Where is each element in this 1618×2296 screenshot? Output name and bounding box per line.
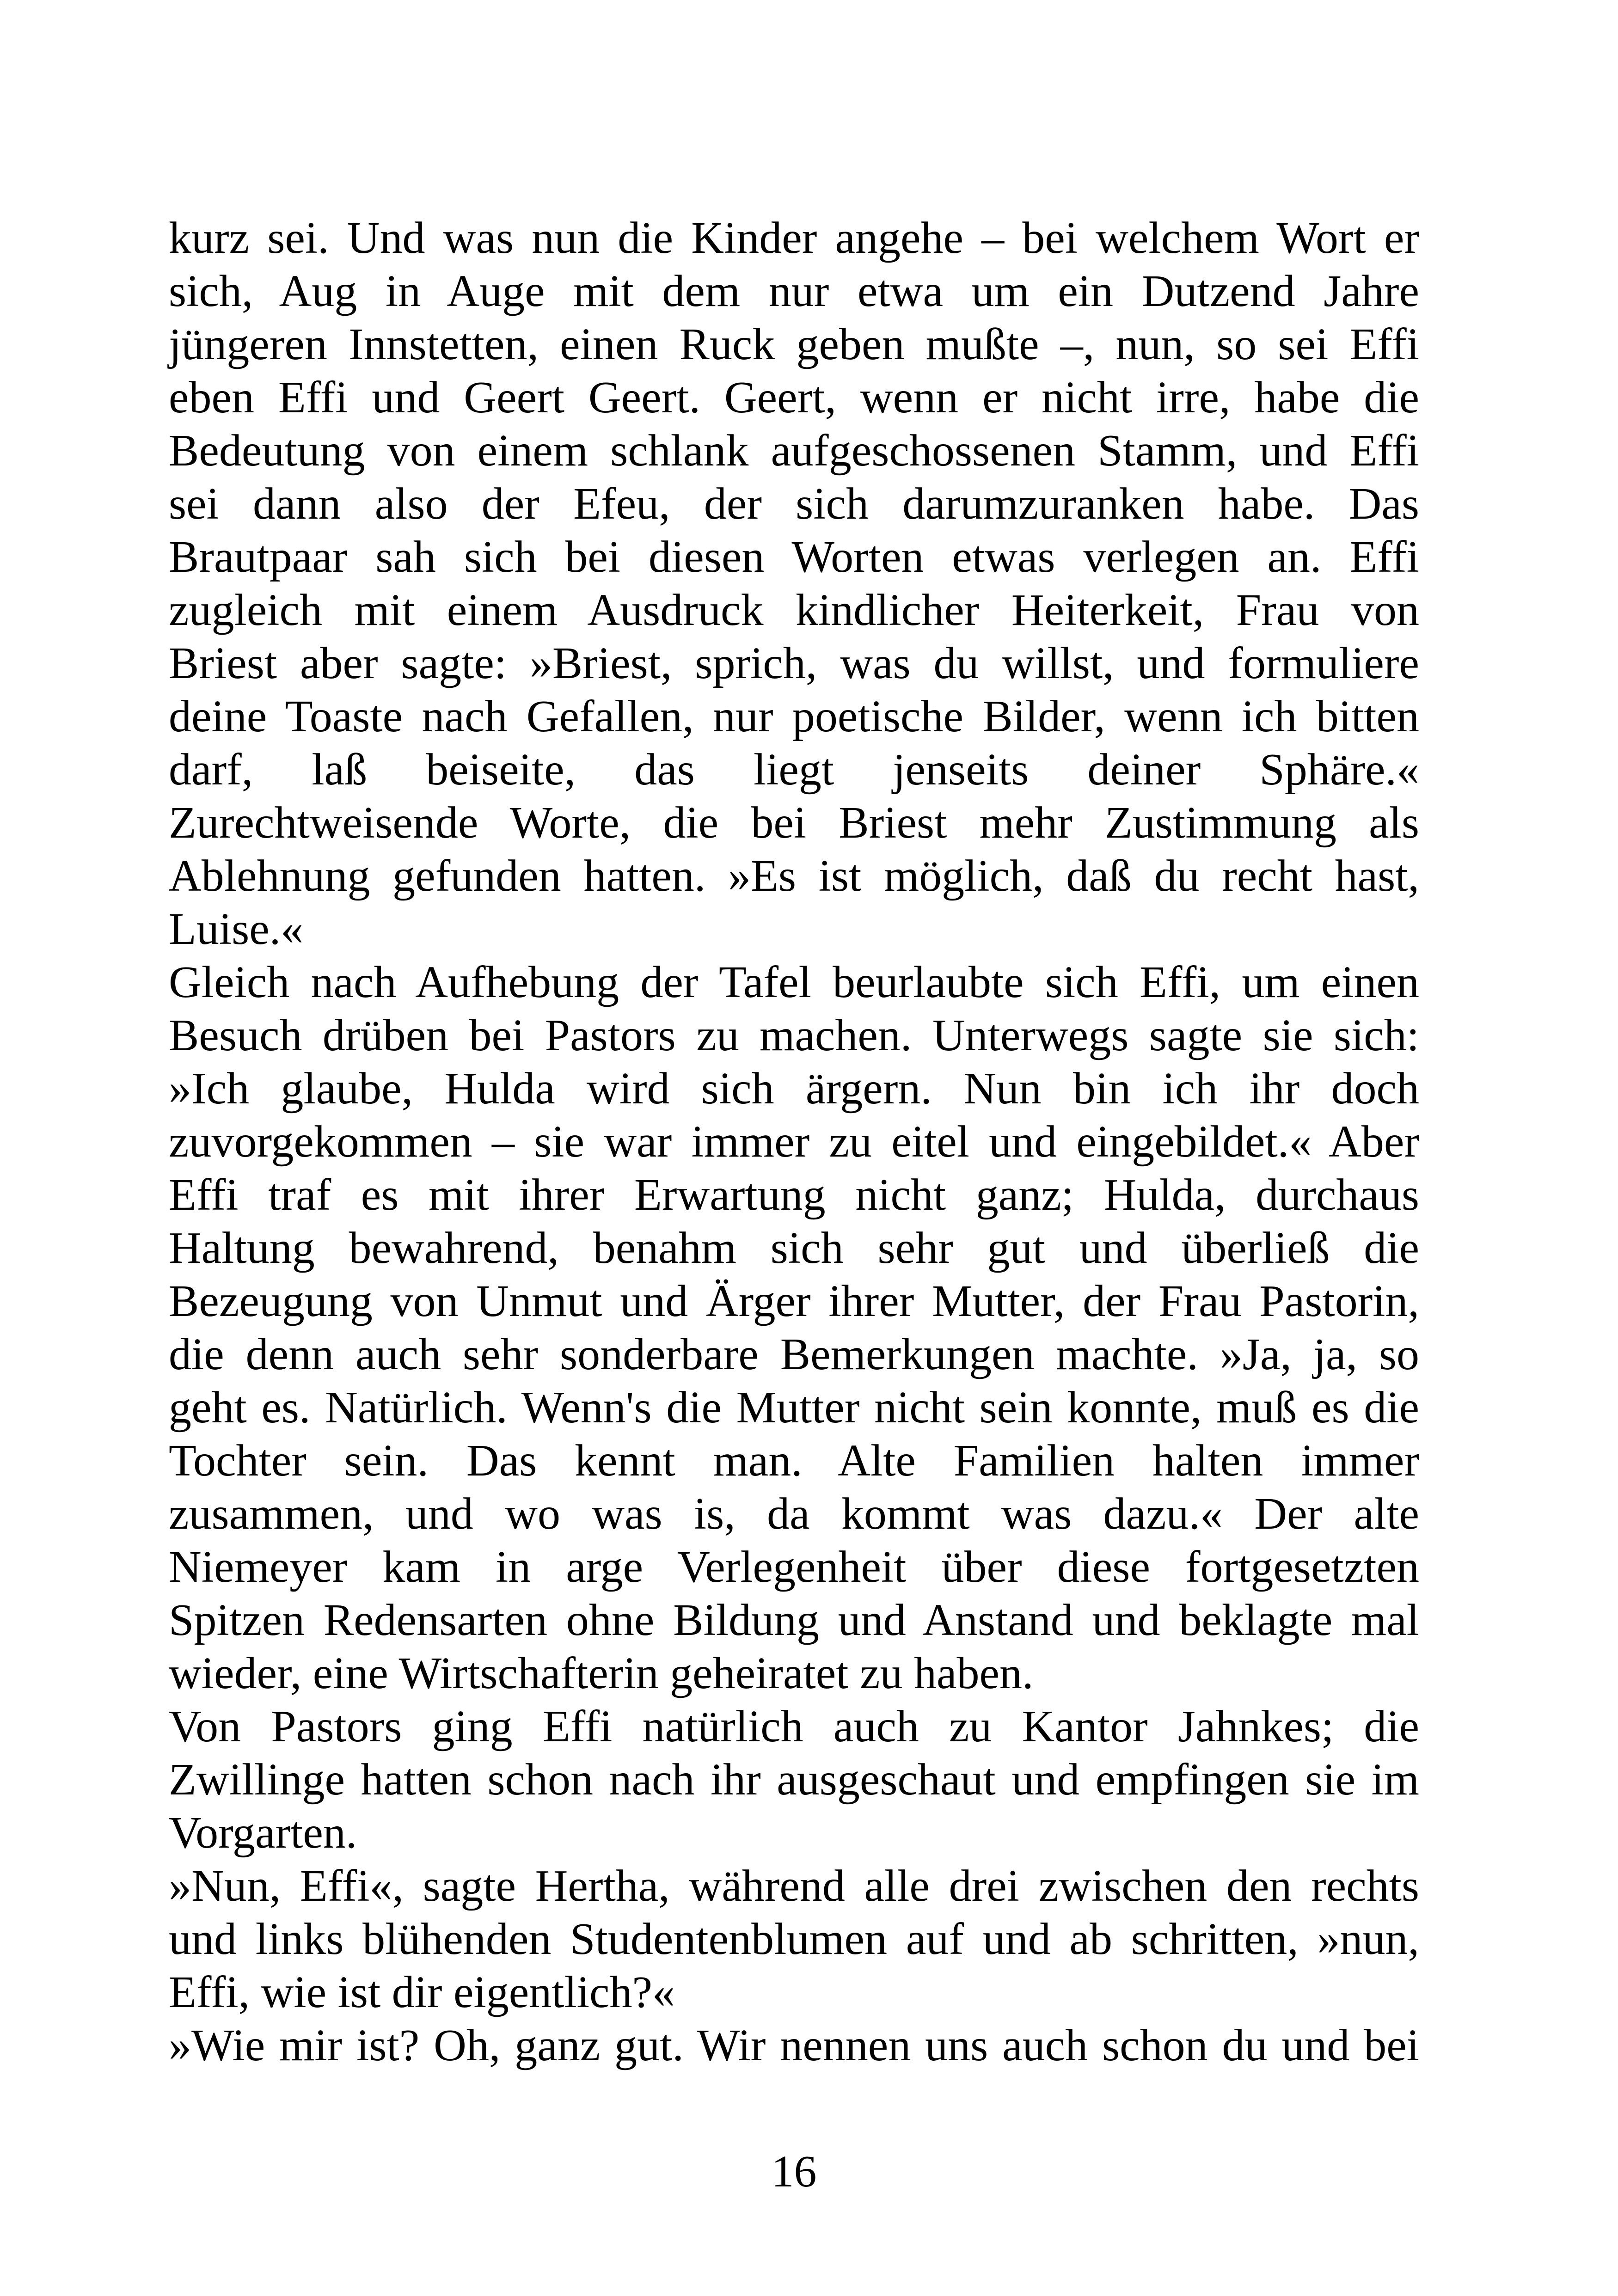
text-line: Luise.« xyxy=(169,904,304,954)
text-line: zugleich mit einem Ausdruck kindlicher Heiterkeit, Frau von xyxy=(169,585,1419,635)
text-line: eben Effi und Geert Geert. Geert, wenn er nicht irre, habe die xyxy=(169,373,1419,422)
text-line: wieder, eine Wirtschafterin geheiratet zu haben. xyxy=(169,1648,1034,1698)
text-line: Bedeutung von einem schlank aufgeschossenen Stamm, und Effi xyxy=(169,426,1419,476)
text-line: zusammen, und wo was is, da kommt was dazu.« Der alte xyxy=(169,1489,1419,1539)
text-line: Von Pastors ging Effi natürlich auch zu Kantor Jahnkes; die xyxy=(169,1702,1419,1751)
text-line: Spitzen Redensarten ohne Bildung und Anstand und beklagte mal xyxy=(169,1595,1419,1645)
text-line: sich, Aug in Auge mit dem nur etwa um ein Dutzend Jahre xyxy=(169,266,1419,316)
body-text xyxy=(169,212,1419,2072)
text-line: Tochter sein. Das kennt man. Alte Familien halten immer xyxy=(169,1436,1419,1486)
text-line: Brautpaar sah sich bei diesen Worten etwas verlegen an. Effi xyxy=(169,532,1419,582)
text-line: jüngeren Innstetten, einen Ruck geben mußte –, nun, so sei Effi xyxy=(169,319,1419,369)
text-line: »Nun, Effi«, sagte Hertha, während alle drei zwischen den rechts xyxy=(169,1861,1419,1911)
text-line: Zwillinge hatten schon nach ihr ausgeschaut und empfingen sie im xyxy=(169,1755,1419,1805)
text-line: darf, laß beiseite, das liegt jenseits deiner Sphäre.« xyxy=(169,745,1419,795)
page-number: 16 xyxy=(771,2147,817,2197)
text-line: Effi, wie ist dir eigentlich?« xyxy=(169,1967,675,2017)
text-line: Vorgarten. xyxy=(169,1808,357,1858)
text-line: Zurechtweisende Worte, die bei Briest mehr Zustimmung als xyxy=(169,798,1419,848)
text-line: »Wie mir ist? Oh, ganz gut. Wir nennen uns auch schon du und bei xyxy=(169,2020,1419,2070)
text-line: Besuch drüben bei Pastors zu machen. Unterwegs sagte sie sich: xyxy=(169,1010,1419,1060)
text-line: deine Toaste nach Gefallen, nur poetische Bilder, wenn ich bitten xyxy=(169,692,1419,741)
text-line: Effi traf es mit ihrer Erwartung nicht ganz; Hulda, durchaus xyxy=(169,1170,1419,1220)
text-line: sei dann also der Efeu, der sich darumzuranken habe. Das xyxy=(169,479,1419,529)
text-line: Bezeugung von Unmut und Ärger ihrer Mutter, der Frau Pastorin, xyxy=(169,1276,1419,1326)
text-line: Haltung bewahrend, benahm sich sehr gut und überließ die xyxy=(169,1223,1419,1273)
text-line: zuvorgekommen – sie war immer zu eitel und eingebildet.« Aber xyxy=(169,1117,1419,1167)
text-line: die denn auch sehr sonderbare Bemerkungen machte. »Ja, ja, so xyxy=(169,1329,1419,1379)
text-line: »Ich glaube, Hulda wird sich ärgern. Nun bin ich ihr doch xyxy=(169,1064,1419,1114)
text-line: Niemeyer kam in arge Verlegenheit über diese fortgesetzten xyxy=(169,1542,1419,1592)
text-line: Ablehnung gefunden hatten. »Es ist möglich, daß du recht hast, xyxy=(169,851,1419,901)
text-line: Briest aber sagte: »Briest, sprich, was du willst, und formuliere xyxy=(169,638,1419,688)
text-line: geht es. Natürlich. Wenn's die Mutter nicht sein konnte, muß es die xyxy=(169,1383,1419,1433)
text-line: und links blühenden Studentenblumen auf und ab schritten, »nun, xyxy=(169,1914,1419,1964)
text-line: kurz sei. Und was nun die Kinder angehe – bei welchem Wort er xyxy=(169,213,1419,263)
text-line: Gleich nach Aufhebung der Tafel beurlaubte sich Effi, um einen xyxy=(169,957,1419,1007)
